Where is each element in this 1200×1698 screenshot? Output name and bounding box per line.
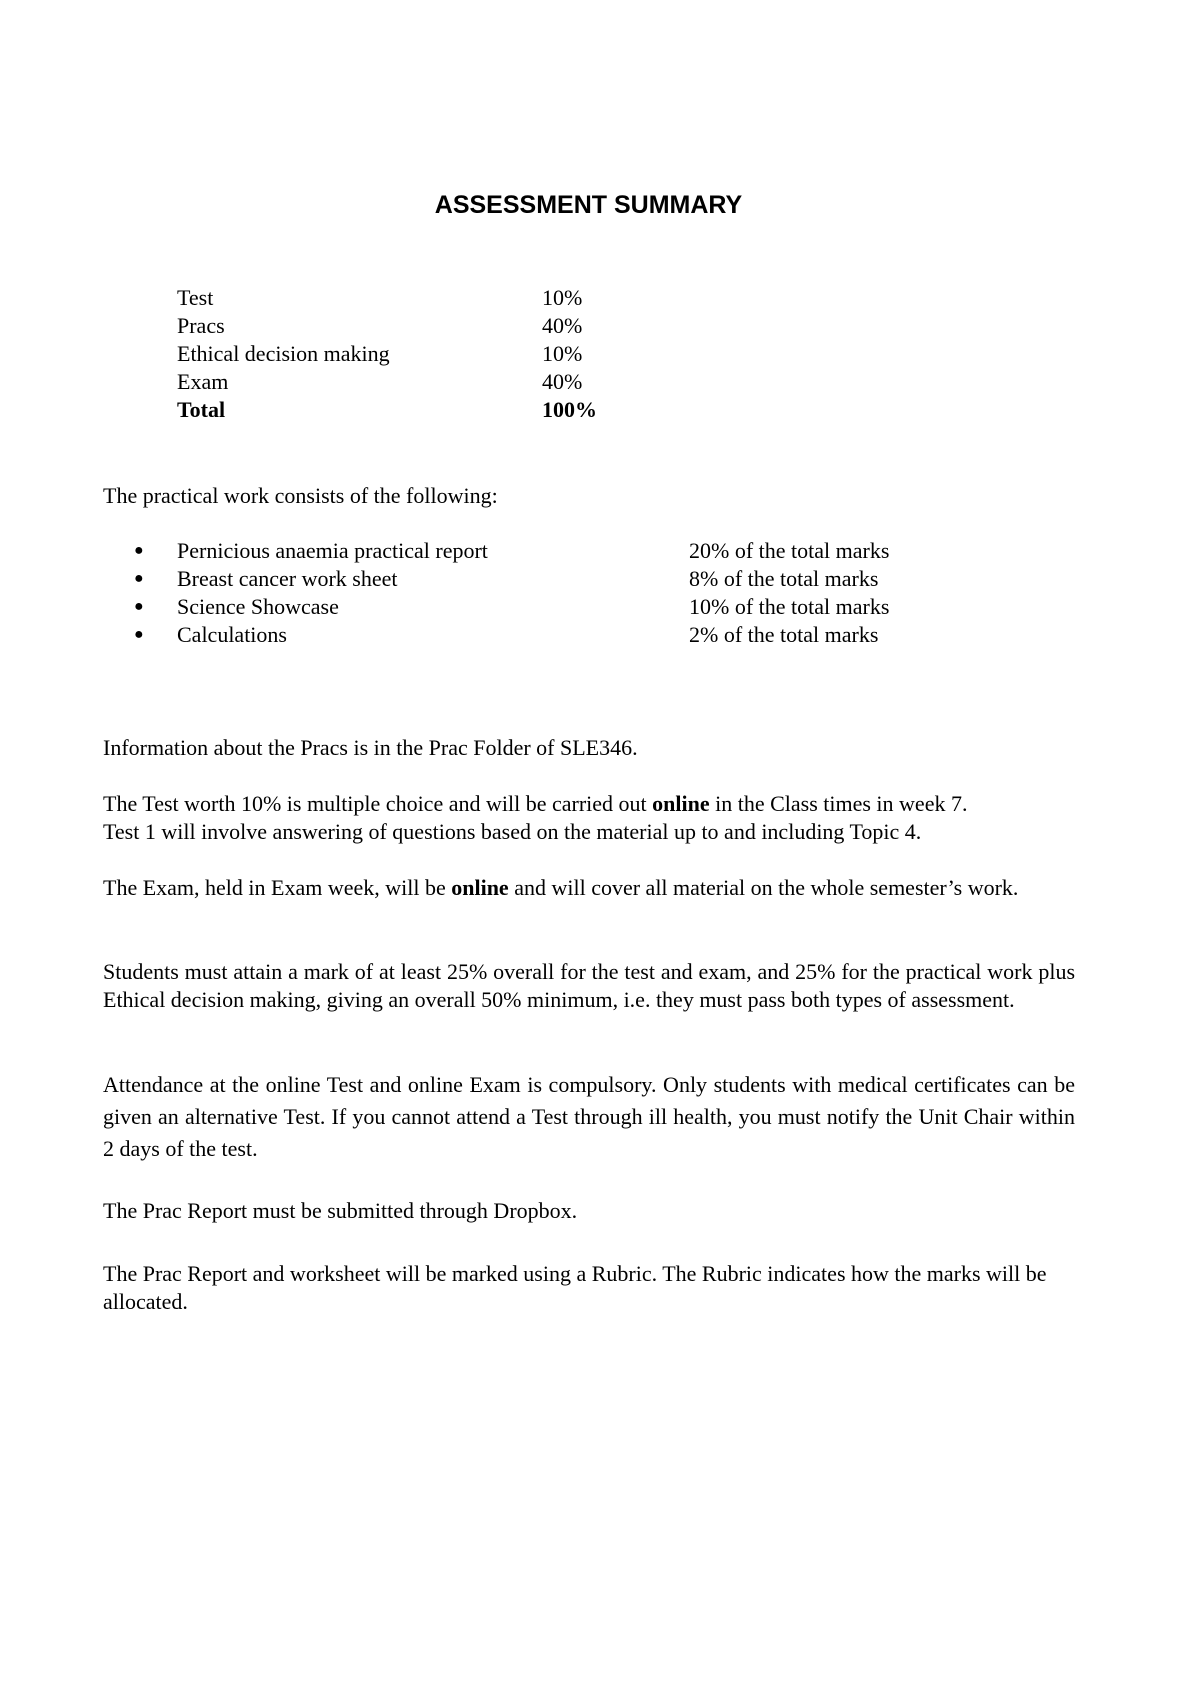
prac-weight: 2% of the total marks — [689, 622, 879, 647]
summary-total-row — [177, 396, 597, 424]
prac-label: Pernicious anaemia practical report — [177, 538, 488, 563]
summary-value: 40% — [542, 313, 583, 338]
bullet-icon: ● — [134, 570, 144, 587]
test-paragraph — [103, 790, 1075, 846]
summary-value: 40% — [542, 369, 583, 394]
exam-online-emphasis: online — [451, 875, 509, 900]
list-item — [134, 621, 889, 649]
summary-label: Exam — [177, 369, 229, 394]
summary-label: Pracs — [177, 313, 225, 338]
assessment-summary-table — [177, 284, 597, 424]
test-text: The Test worth 10% is multiple choice and will be carried out — [103, 791, 653, 816]
prac-label: Science Showcase — [177, 594, 339, 619]
test-text-end: in the Class times in week 7. — [709, 791, 968, 816]
prac-weight: 20% of the total marks — [689, 538, 890, 563]
summary-value: 10% — [542, 285, 583, 310]
summary-row — [177, 312, 597, 340]
exam-text-end: and will cover all material on the whole semester’s work. — [508, 875, 1019, 900]
prac-label: Breast cancer work sheet — [177, 566, 398, 591]
bullet-icon: ● — [134, 542, 144, 559]
list-item — [134, 565, 889, 593]
summary-row — [177, 340, 597, 368]
test-online-emphasis: online — [652, 791, 710, 816]
list-item — [134, 537, 889, 565]
prac-intro: The practical work consists of the following: — [103, 483, 498, 508]
list-item — [134, 593, 889, 621]
summary-total-label: Total — [177, 397, 226, 422]
page-title: ASSESSMENT SUMMARY — [434, 191, 743, 219]
prac-weight: 10% of the total marks — [689, 594, 890, 619]
exam-paragraph — [103, 874, 1075, 902]
test-line-2: Test 1 will involve answering of questions based on the material up to and including Topic 4. — [103, 819, 922, 844]
attendance-paragraph: Attendance at the online Test and online Exam is compulsory. Only students with medical certificates can be given an alternative Test. If you cannot attend a Test through ill health, you must notify the Unit Chair within 2 days of the test. — [103, 1072, 1075, 1161]
bullet-icon: ● — [134, 598, 144, 615]
dropbox-paragraph: The Prac Report must be submitted through Dropbox. — [103, 1198, 578, 1223]
pass-requirement-paragraph: Students must attain a mark of at least 25% overall for the test and exam, and 25% for the practical work plus Ethical decision making, giving an overall 50% minimum, i.e. they must pass both types of assessment. — [103, 959, 1075, 1012]
prac-list — [134, 537, 889, 649]
summary-label: Test — [177, 285, 214, 310]
summary-row — [177, 368, 597, 396]
rubric-paragraph: The Prac Report and worksheet will be marked using a Rubric. The Rubric indicates how the marks will be allocated. — [103, 1261, 1047, 1314]
summary-row — [177, 284, 597, 312]
summary-value: 10% — [542, 341, 583, 366]
bullet-icon: ● — [134, 626, 144, 643]
prac-label: Calculations — [177, 622, 287, 647]
info-paragraph: Information about the Pracs is in the Prac Folder of SLE346. — [103, 735, 638, 760]
prac-weight: 8% of the total marks — [689, 566, 879, 591]
exam-text: The Exam, held in Exam week, will be — [103, 875, 452, 900]
summary-label: Ethical decision making — [177, 341, 390, 366]
summary-total-value: 100% — [542, 397, 597, 422]
